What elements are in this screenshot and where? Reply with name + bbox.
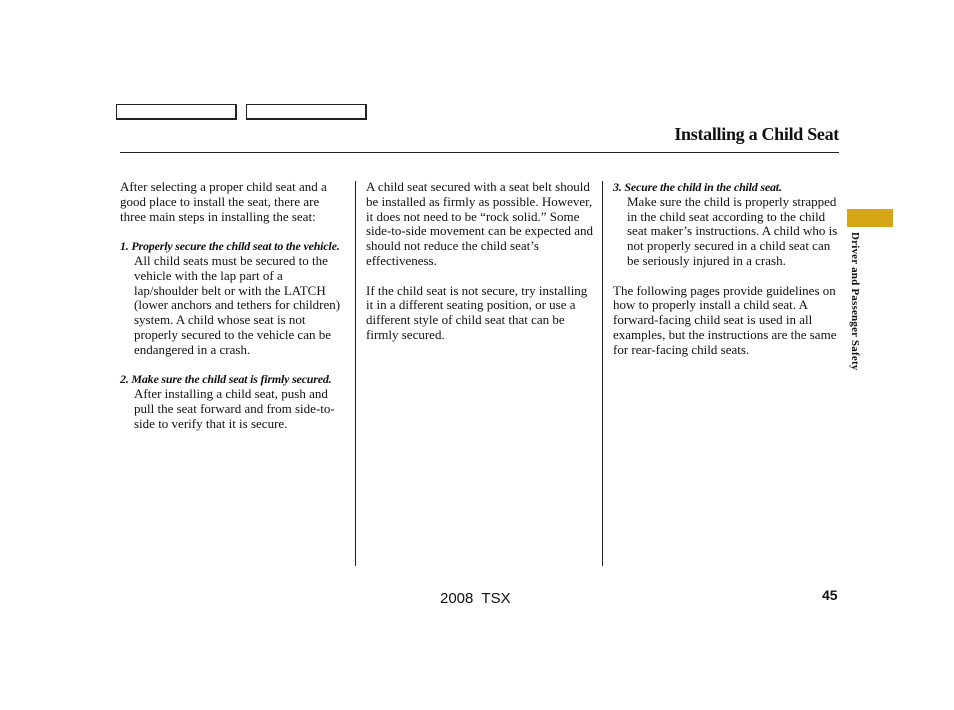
page-number: 45 xyxy=(822,587,838,603)
page-title: Installing a Child Seat xyxy=(674,124,839,144)
column-3 xyxy=(613,180,841,358)
step-2-heading: 2. Make sure the child seat is firmly secured. xyxy=(120,372,332,387)
step-1-heading: 1. Properly secure the child seat to the vehicle. xyxy=(120,239,340,254)
nav-button-2[interactable] xyxy=(246,104,367,120)
paragraph-belt-firmness: A child seat secured with a seat belt should be installed as firmly as possible. However, it does not need to be “rock solid.” Some side-to-side movement can be expected and should not reduce the child seat’s effectiveness. xyxy=(366,179,594,268)
intro-paragraph: After selecting a proper child seat and a good place to install the seat, there are three main steps in installing the seat: xyxy=(120,179,327,224)
paragraph-guidelines: The following pages provide guidelines on how to properly install a child seat. A forward-facing child seat is used in all examples, but the instructions are the same for rear-facing child seats. xyxy=(613,282,837,357)
nav-button-1[interactable] xyxy=(116,104,237,120)
step-2 xyxy=(120,372,348,431)
column-1 xyxy=(120,180,348,432)
footer-model: 2008 TSX xyxy=(440,590,511,607)
step-1-text: All child seats must be secured to the vehicle with the lap part of a lap/shoulder belt or with the LATCH (lower anchors and tethers for children) system. A child whose seat is not properly secured to the vehicle can be endangered in a crash. xyxy=(134,252,341,357)
section-label: Driver and Passenger Safety xyxy=(849,232,861,371)
step-1 xyxy=(120,239,348,357)
paragraph-not-secure: If the child seat is not secure, try installing it in a different seating position, or use a different style of child seat that can be firmly secured. xyxy=(366,282,588,342)
column-2 xyxy=(366,180,594,343)
section-tab[interactable] xyxy=(847,209,893,227)
step-2-text: After installing a child seat, push and pull the seat forward and from side-to-side to verify that it is secure. xyxy=(134,386,335,431)
header-rule xyxy=(120,152,839,153)
column-divider-1 xyxy=(355,181,356,566)
step-3-text: Make sure the child is properly strapped in the child seat according to the child seat maker’s instructions. A child who is not properly secured in a child seat can be seriously injured in a crash. xyxy=(627,193,838,268)
step-3-heading: 3. Secure the child in the child seat. xyxy=(613,180,782,194)
column-divider-2 xyxy=(602,181,603,566)
